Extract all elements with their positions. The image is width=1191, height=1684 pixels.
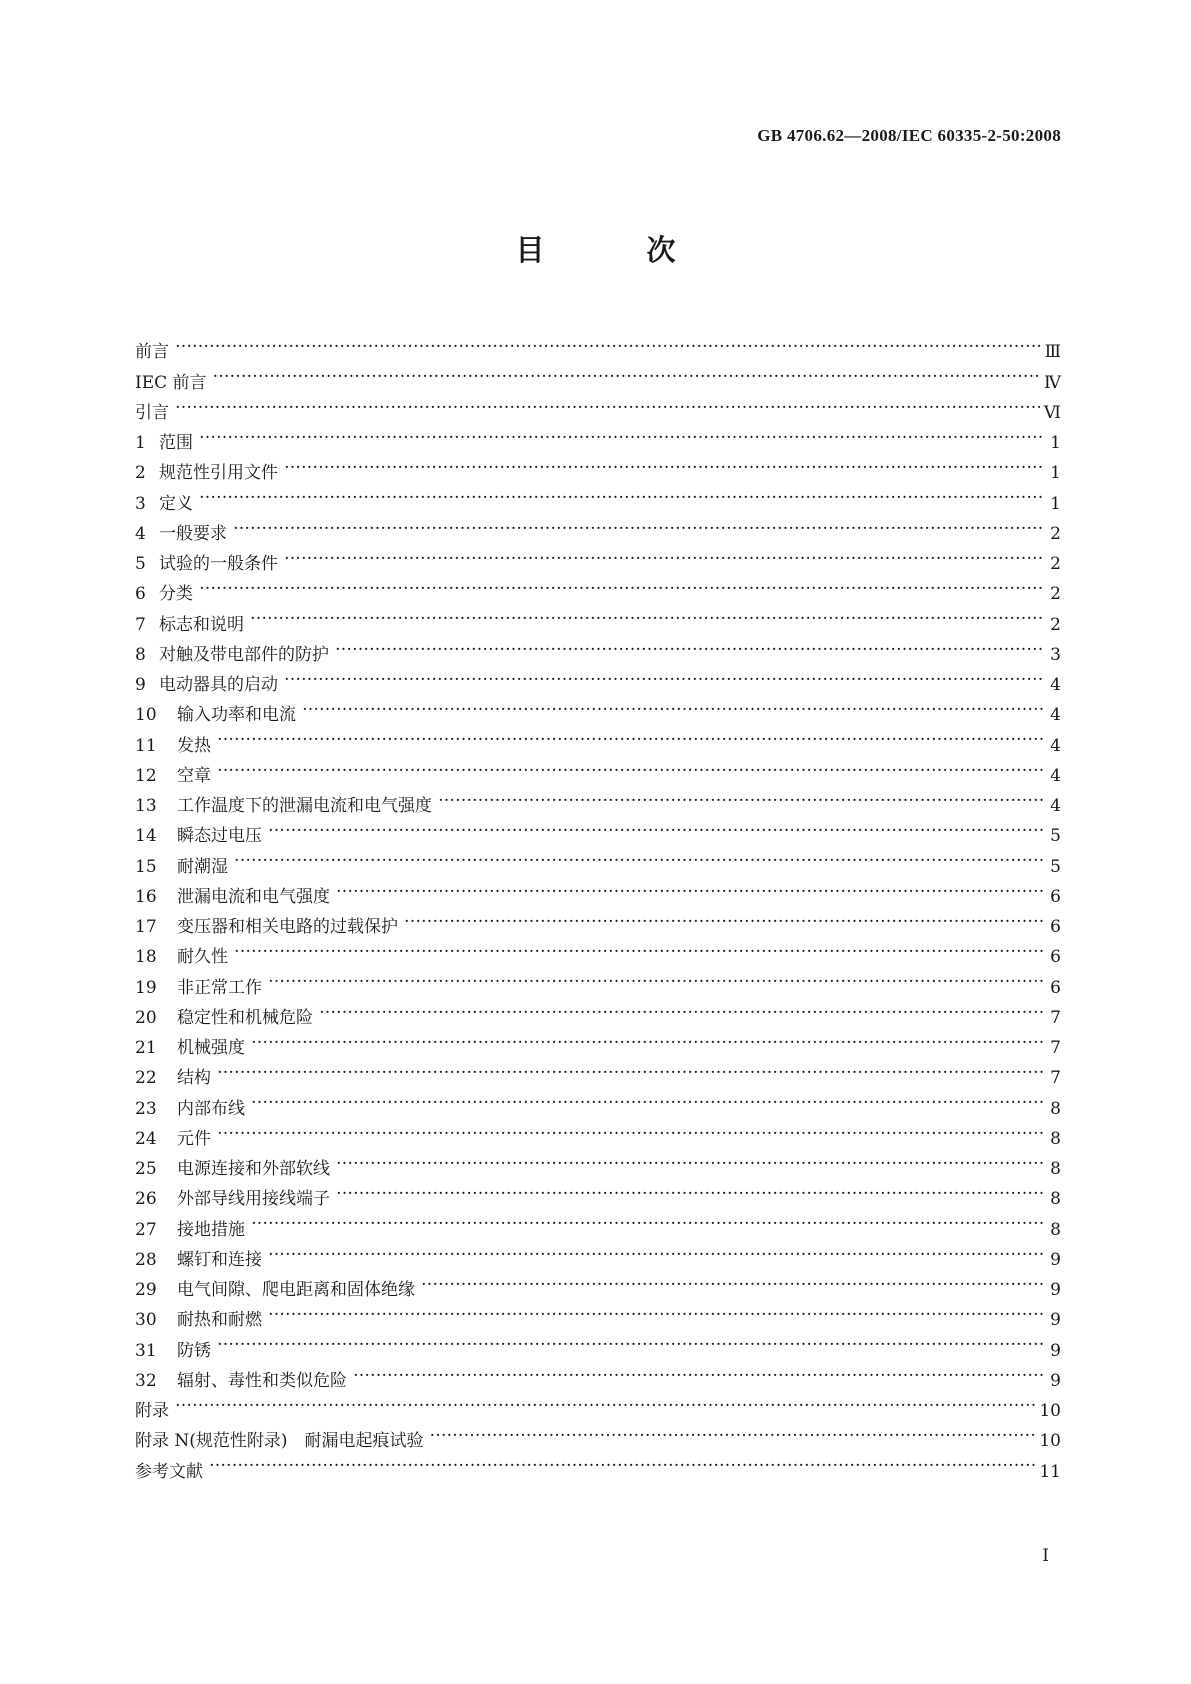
- toc-entry[interactable]: [135, 1053, 1061, 1089]
- toc-entry-number: 3: [135, 493, 146, 514]
- toc-entry-label: 定义: [159, 493, 193, 514]
- table-of-contents: [135, 327, 1061, 1482]
- toc-entry-label: 内部布线: [177, 1098, 245, 1119]
- toc-entry[interactable]: [135, 1325, 1061, 1361]
- toc-entry-number: 27: [135, 1219, 157, 1240]
- toc-entry-label: 对触及带电部件的防护: [159, 644, 329, 665]
- toc-entry-number: 1: [135, 433, 146, 453]
- toc-entry[interactable]: [135, 872, 1061, 907]
- toc-entry-page: 4: [1050, 705, 1061, 726]
- page-number: I: [1042, 1546, 1049, 1566]
- toc-leader-dots: [251, 1204, 1043, 1234]
- toc-entry-page: Ⅵ: [1043, 402, 1061, 423]
- toc-leader-dots: [319, 993, 1043, 1023]
- toc-entry-number: 15: [135, 856, 157, 877]
- toc-leader-dots: [199, 478, 1043, 508]
- toc-entry-page: 9: [1050, 1280, 1061, 1300]
- toc-entry-number: 14: [135, 826, 157, 847]
- toc-leader-dots: [217, 720, 1043, 750]
- toc-entry-page: 8: [1050, 1128, 1061, 1149]
- toc-entry-label: 元件: [177, 1128, 211, 1149]
- toc-leader-dots: [268, 1235, 1043, 1265]
- toc-entry-page: 8: [1050, 1189, 1061, 1210]
- toc-entry[interactable]: [135, 418, 1061, 453]
- toc-entry-number: 23: [135, 1098, 157, 1119]
- toc-entry[interactable]: [135, 993, 1061, 1028]
- toc-entry[interactable]: [135, 357, 1061, 393]
- toc-entry-number: 22: [135, 1068, 157, 1089]
- toc-entry[interactable]: [135, 1416, 1061, 1452]
- toc-leader-dots: [175, 1386, 1035, 1416]
- toc-entry-number: 2: [135, 463, 146, 484]
- toc-entry-number: 16: [135, 886, 157, 907]
- toc-entry-number: 21: [135, 1038, 157, 1058]
- toc-entry-page: 7: [1050, 1007, 1061, 1028]
- toc-entry-page: 7: [1050, 1068, 1061, 1089]
- toc-entry-page: 2: [1050, 614, 1061, 635]
- toc-entry-page: 10: [1039, 1431, 1061, 1452]
- toc-entry-label: 结构: [177, 1068, 211, 1089]
- toc-entry-page: 4: [1050, 765, 1061, 786]
- toc-leader-dots: [175, 388, 1040, 418]
- toc-entry[interactable]: [135, 962, 1061, 998]
- toc-leader-dots: [335, 630, 1043, 660]
- toc-leader-dots: [234, 841, 1043, 871]
- toc-entry-number: 10: [135, 705, 157, 726]
- toc-entry[interactable]: [135, 841, 1061, 877]
- toc-entry-page: 6: [1050, 947, 1061, 968]
- toc-entry[interactable]: [135, 448, 1061, 484]
- toc-entry-label: 电气间隙、爬电距离和固体绝缘: [177, 1280, 415, 1300]
- toc-leader-dots: [284, 660, 1043, 690]
- toc-entry[interactable]: [135, 781, 1061, 816]
- toc-entry-page: 4: [1050, 796, 1061, 816]
- toc-entry[interactable]: [135, 478, 1061, 514]
- toc-leader-dots: [251, 1083, 1043, 1113]
- toc-leader-dots: [251, 1023, 1043, 1053]
- toc-entry-number: 25: [135, 1159, 157, 1179]
- toc-entry[interactable]: [135, 1265, 1061, 1300]
- toc-entry-label: 发热: [177, 735, 211, 756]
- toc-entry-number: 6: [135, 584, 146, 605]
- toc-entry-number: 31: [135, 1340, 157, 1361]
- toc-entry-label: 辐射、毒性和类似危险: [177, 1370, 347, 1391]
- toc-entry-page: 6: [1050, 886, 1061, 907]
- document-code: GB 4706.62—2008/IEC 60335-2-50:2008: [757, 126, 1061, 145]
- toc-entry-label: 外部导线用接线端子: [177, 1189, 330, 1210]
- toc-entry-label: 空章: [177, 765, 211, 786]
- toc-entry-page: 5: [1050, 826, 1061, 847]
- toc-entry[interactable]: [135, 1235, 1061, 1270]
- toc-entry-label: IEC 前言: [135, 372, 207, 393]
- toc-entry-label: 参考文献: [135, 1461, 203, 1482]
- page-title: 目 次: [515, 233, 722, 267]
- toc-entry-number: 8: [135, 644, 146, 665]
- toc-entry-page: 3: [1050, 644, 1061, 665]
- toc-entry-page: 6: [1050, 977, 1061, 998]
- toc-leader-dots: [336, 1174, 1043, 1204]
- toc-entry-number: 9: [135, 675, 146, 695]
- toc-leader-dots: [430, 1416, 1036, 1446]
- toc-entry[interactable]: [135, 327, 1061, 363]
- toc-entry-number: 29: [135, 1280, 157, 1300]
- toc-entry-label: 接地措施: [177, 1219, 245, 1240]
- toc-entry[interactable]: [135, 1386, 1061, 1421]
- toc-entry-number: 18: [135, 947, 157, 968]
- toc-leader-dots: [199, 418, 1043, 448]
- toc-entry-page: 10: [1039, 1401, 1061, 1421]
- toc-entry-label: 一般要求: [159, 523, 227, 544]
- toc-entry[interactable]: [135, 720, 1061, 756]
- toc-entry-number: 26: [135, 1189, 157, 1210]
- toc-leader-dots: [209, 1446, 1035, 1476]
- toc-entry-label: 附录: [135, 1401, 169, 1421]
- toc-entry-page: 9: [1050, 1370, 1061, 1391]
- toc-entry-page: 9: [1050, 1340, 1061, 1361]
- toc-entry-label: 前言: [135, 342, 169, 363]
- toc-entry-label: 试验的一般条件: [159, 554, 278, 574]
- toc-entry-number: 11: [135, 735, 157, 756]
- toc-entry-page: 11: [1039, 1461, 1061, 1482]
- toc-entry[interactable]: [135, 509, 1061, 544]
- toc-leader-dots: [234, 932, 1043, 962]
- toc-entry-page: Ⅲ: [1044, 342, 1061, 363]
- toc-leader-dots: [404, 902, 1043, 932]
- toc-leader-dots: [302, 690, 1043, 720]
- toc-entry[interactable]: [135, 1356, 1061, 1391]
- toc-leader-dots: [217, 1053, 1043, 1083]
- toc-entry-label: 分类: [159, 584, 193, 605]
- toc-entry[interactable]: [135, 1295, 1061, 1331]
- toc-entry[interactable]: [135, 1114, 1061, 1149]
- toc-entry-number: 4: [135, 523, 146, 544]
- toc-entry-label: 电动器具的启动: [159, 675, 278, 695]
- toc-entry-page: 7: [1050, 1038, 1061, 1058]
- toc-entry-label: 螺钉和连接: [177, 1249, 262, 1270]
- toc-leader-dots: [199, 569, 1043, 599]
- toc-entry-page: 1: [1050, 463, 1061, 484]
- toc-entry-label: 附录 N(规范性附录) 耐漏电起痕试验: [135, 1431, 424, 1452]
- toc-entry-page: 4: [1050, 735, 1061, 756]
- toc-entry-page: 9: [1050, 1249, 1061, 1270]
- toc-entry-label: 稳定性和机械危险: [177, 1007, 313, 1028]
- toc-entry-page: 2: [1050, 584, 1061, 605]
- toc-leader-dots: [217, 1325, 1043, 1355]
- toc-entry-label: 工作温度下的泄漏电流和电气强度: [177, 796, 432, 816]
- toc-leader-dots: [233, 509, 1043, 539]
- toc-entry-label: 变压器和相关电路的过载保护: [177, 917, 398, 937]
- toc-leader-dots: [217, 1114, 1043, 1144]
- toc-entry-page: 5: [1050, 856, 1061, 877]
- toc-entry-number: 7: [135, 614, 146, 635]
- toc-entry-label: 耐潮湿: [177, 856, 228, 877]
- toc-entry-number: 5: [135, 554, 146, 574]
- toc-entry-page: 8: [1050, 1219, 1061, 1240]
- toc-entry-number: 28: [135, 1249, 157, 1270]
- toc-leader-dots: [268, 1295, 1043, 1325]
- toc-entry-label: 非正常工作: [177, 977, 262, 998]
- toc-entry[interactable]: [135, 811, 1061, 847]
- toc-leader-dots: [438, 781, 1043, 811]
- toc-entry-label: 瞬态过电压: [177, 826, 262, 847]
- toc-entry-number: 17: [135, 917, 157, 937]
- toc-entry-label: 耐热和耐燃: [177, 1310, 262, 1331]
- toc-entry-number: 13: [135, 796, 157, 816]
- toc-entry[interactable]: [135, 1083, 1061, 1119]
- toc-entry-label: 泄漏电流和电气强度: [177, 886, 330, 907]
- toc-entry[interactable]: [135, 751, 1061, 786]
- toc-entry[interactable]: [135, 1204, 1061, 1240]
- toc-entry-page: 1: [1050, 493, 1061, 514]
- toc-leader-dots: [217, 751, 1043, 781]
- toc-entry[interactable]: [135, 599, 1061, 635]
- toc-entry-page: 2: [1050, 523, 1061, 544]
- toc-entry-label: 引言: [135, 402, 169, 423]
- toc-entry[interactable]: [135, 569, 1061, 605]
- toc-entry-page: 9: [1050, 1310, 1061, 1331]
- toc-entry-page: 8: [1050, 1098, 1061, 1119]
- toc-entry-page: 8: [1050, 1159, 1061, 1179]
- toc-entry[interactable]: [135, 1144, 1061, 1179]
- toc-entry-label: 防锈: [177, 1340, 211, 1361]
- toc-leader-dots: [336, 1144, 1043, 1174]
- toc-leader-dots: [250, 599, 1043, 629]
- toc-entry-page: Ⅳ: [1044, 372, 1061, 393]
- toc-entry-number: 24: [135, 1128, 157, 1149]
- toc-leader-dots: [284, 448, 1043, 478]
- toc-entry-label: 耐久性: [177, 947, 228, 968]
- toc-leader-dots: [353, 1356, 1043, 1386]
- toc-entry-number: 20: [135, 1007, 157, 1028]
- toc-leader-dots: [284, 539, 1043, 569]
- toc-entry[interactable]: [135, 1446, 1061, 1482]
- toc-entry[interactable]: [135, 630, 1061, 665]
- toc-entry-number: 30: [135, 1310, 157, 1331]
- toc-entry-number: 12: [135, 765, 157, 786]
- toc-leader-dots: [336, 872, 1043, 902]
- toc-entry[interactable]: [135, 388, 1061, 423]
- toc-entry-label: 规范性引用文件: [159, 463, 278, 484]
- toc-entry-page: 4: [1050, 675, 1061, 695]
- toc-entry-number: 19: [135, 977, 157, 998]
- toc-entry-label: 范围: [159, 433, 193, 453]
- toc-entry-label: 机械强度: [177, 1038, 245, 1058]
- toc-leader-dots: [213, 357, 1040, 387]
- toc-entry-label: 标志和说明: [159, 614, 244, 635]
- toc-leader-dots: [268, 811, 1043, 841]
- toc-entry-label: 电源连接和外部软线: [177, 1159, 330, 1179]
- toc-leader-dots: [421, 1265, 1043, 1295]
- toc-entry-page: 2: [1050, 554, 1061, 574]
- toc-entry-label: 输入功率和电流: [177, 705, 296, 726]
- toc-leader-dots: [175, 327, 1041, 357]
- toc-entry-page: 1: [1050, 433, 1061, 453]
- toc-entry-number: 32: [135, 1370, 157, 1391]
- toc-entry[interactable]: [135, 1023, 1061, 1058]
- toc-entry[interactable]: [135, 932, 1061, 968]
- toc-entry[interactable]: [135, 539, 1061, 574]
- toc-leader-dots: [268, 962, 1043, 992]
- toc-entry-page: 6: [1050, 917, 1061, 937]
